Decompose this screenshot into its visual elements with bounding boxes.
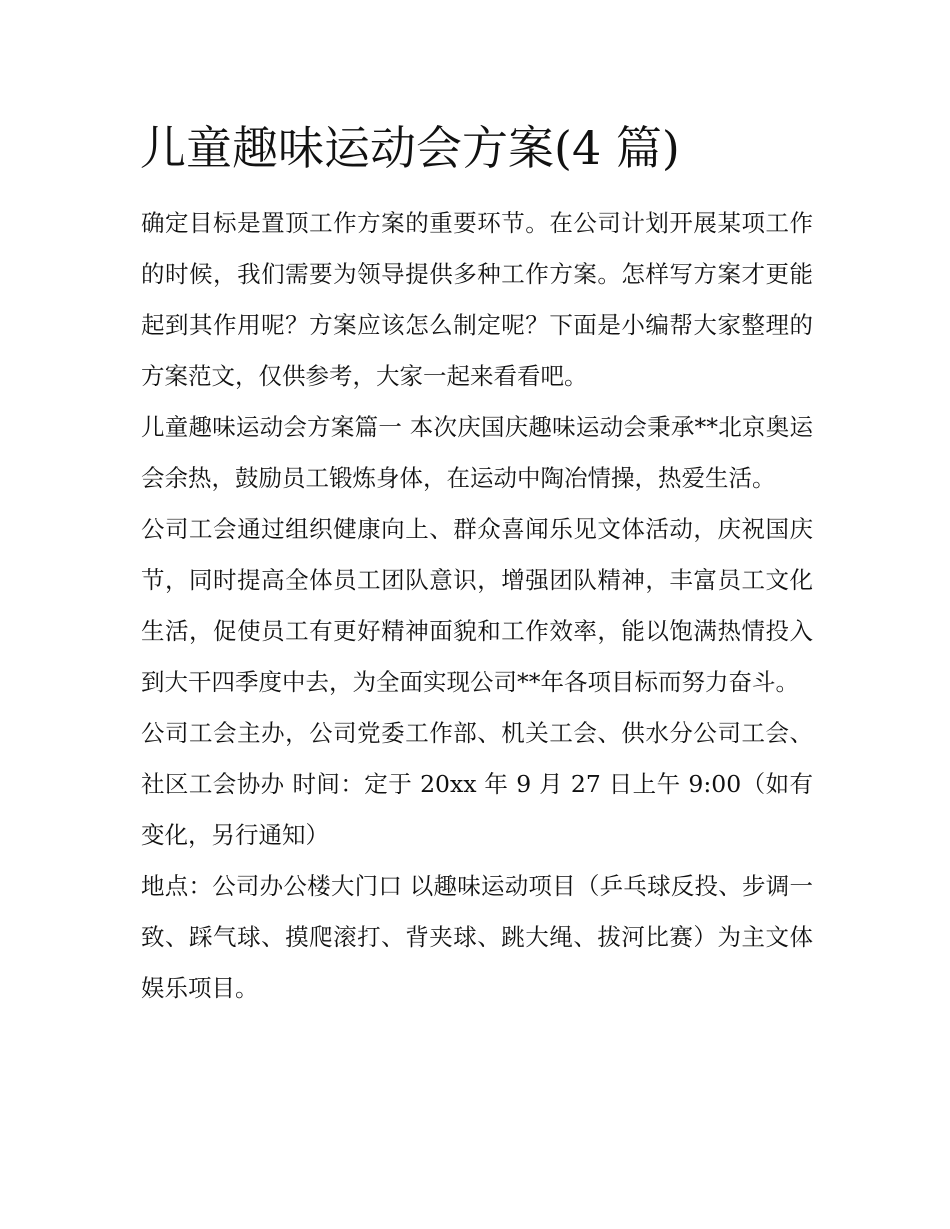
document-body: [141, 198, 813, 1014]
paragraph-location-events: 地点：公司办公楼大门口 以趣味运动项目（乒乓球反投、步调一致、踩气球、摸爬滚打、背夹球、跳大绳、拔河比赛）为主文体娱乐项目。: [141, 872, 813, 1002]
paragraph-section-one: 儿童趣味运动会方案篇一 本次庆国庆趣味运动会秉承**北京奥运会余热，鼓励员工锻炼身体，在运动中陶冶情操，热爱生活。: [141, 413, 813, 492]
paragraph-intro: 确定目标是置顶工作方案的重要环节。在公司计划开展某项工作的时候，我们需要为领导提供多种工作方案。怎样写方案才更能起到其作用呢？方案应该怎么制定呢？下面是小编帮大家整理的方案范文，仅供参考，大家一起来看看吧。: [141, 209, 813, 390]
paragraph-organizers-time: 公司工会主办，公司党委工作部、机关工会、供水分公司工会、社区工会协办 时间：定于 20xx 年 9 月 27 日上午 9:00（如有变化，另行通知）: [141, 719, 813, 849]
paragraph-purpose: 公司工会通过组织健康向上、群众喜闻乐见文体活动，庆祝国庆节，同时提高全体员工团队意识，增强团队精神，丰富员工文化生活，促使员工有更好精神面貌和工作效率，能以饱满热情投入到大干四季度中去，为全面实现公司**年各项目标而努力奋斗。: [141, 515, 813, 696]
document-title: 儿童趣味运动会方案(4 篇): [140, 121, 680, 175]
